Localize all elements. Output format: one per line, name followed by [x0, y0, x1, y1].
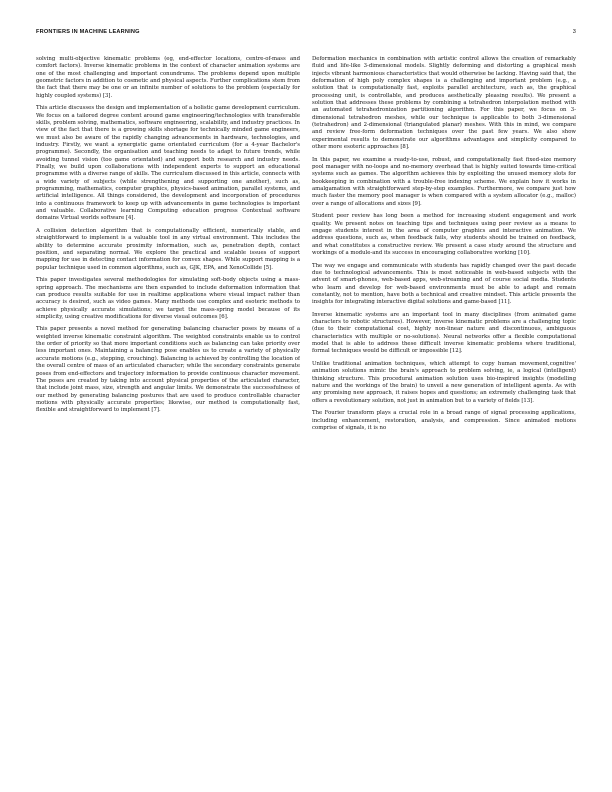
page-number: 3 — [572, 29, 576, 35]
paragraph: Student peer review has long been a method for increasing student engagement and work quality. We present notes on teaching tips and techniques using peer review as a means to engage students interest in the area of computer graphics and interactive animation. We address questions, such as, when feedback fails, why students should be trained on feedback, and what constitutes a constructive review. We present a case study around the structure and workings of a module-and its success in encouraging collaborative working [10]. — [312, 213, 576, 256]
paragraph: Deformation mechanics in combination with artistic control allows the creation of remarkably fluid and life-like 3-dimensional models. Slightly deforming and distorting a graphical mesh injects vibrant harmonious characteristics that would otherwise be lacking. Having said that, the deformation of high poly complex shapes is a challenging and important problem (e.g., a solution that is computationally fast, exploits parallel architecture, such as, the graphical processing unit, is controllable, and produces aesthetically pleasing results). We present a solution that addresses these problems by combining a tetrahedron interpolation method with an automated tetrahedronization partitioning algorithm. For this paper, we focus on 3-dimensional tetrahedron meshes, while our technique is applicable to both 3-dimensional (tetrahedron) and 2-dimensional (triangulated planar) meshes. With this in mind, we compare and review free-form deformation techniques over the past few years. We also show experimental results to demonstrate our algorithms advantages and simplicity compared to other more esoteric approaches [8]. — [312, 56, 576, 151]
paragraph: The Fourier transform plays a crucial role in a broad range of signal processing applications, including enhancement, restoration, analysis, and compression. Since animated motions comprise of signals, it is no — [312, 410, 576, 431]
paragraph: In this paper, we examine a ready-to-use, robust, and computationally fast fixed-size memory pool manager with no-loops and no-memory overhead that is highly suited towards time-critical systems such as games. The algorithm achieves this by exploiting the unused memory slots for bookkeeping in combination with a trouble-free indexing scheme. We explain how it works in amalgamation with straightforward step-by-step examples. Furthermore, we compare just how much faster the memory pool manager is when compared with a system allocator (e.g., malloc) over a range of allocations and sizes [9]. — [312, 156, 576, 207]
paragraph: A collision detection algorithm that is computationally efficient, numerically stable, and straightforward to implement is a valuable tool in any virtual environment. This includes the ability to determine accurate proximity information, such as, penetration depth, contact position, and separating normal. We explore the practical and scalable issues of support mapping for use in detecting contact information for convex shapes. While support mapping is a popular technique used in common algorithms, such as, GJK, EPA, and XenoCollide [5]. — [36, 227, 300, 271]
paragraph: The way we engage and communicate with students has rapidly changed over the past decade due to technological advancements. This is most noticeable in web-based subjects with the advent of smart-phones, web-based apps, web-streaming and of course social media. Students who learn and develop for web-based environments must be able to adapt and remain constantly, not to mention, have both a technical and creative mindset. This article presents the insights for integrating interactive digital solutions and game-based [11]. — [312, 262, 576, 306]
paragraph: Unlike traditional animation techniques, which attempt to copy human movement,cognitive' animation solutions mimic the brain's approach to problem solving, ie, a logical (intelligent) thinking structure. This procedural animation solution uses bio-inspired insights (modelling nature and the workings of the brain) to unveil a new generation of intelligent agents. As with any promising new approach, it raises hopes and questions; an extremely challenging task that offers a revolutionary solution, not just in animation but to a variety of fields [13]. — [312, 361, 576, 404]
paragraph: This article discusses the design and implementation of a holistic game development curriculum. We focus on a tailored degree content around game engineering/technologies with transferable skills, problem solving, mathematics, software engineering, scalability, and industry practices. In view of the fact that there is a growing skills shortage for technically minded game engineers, we must also be aware of the rapidly changing advancements in hardware, technologies, and industry. Firstly, we want a synergistic game orientated curriculum (for a 4-year Bachelor's programme). Secondly, the organisation and teaching needs to adapt to future trends, while avoiding tunnel vision (too game orientated) and support both research and industry needs. Finally, we build upon collaborations with independent experts to support an educational programme with a diverse range of skills. The curriculum discussed in this article, connects with a wide variety of subjects (while strengthening and supporting one another), such as, programming, mathematics, computer graphics, physics-based animation, parallel systems, and artificial intelligence. All things considered, the development and incorporation of procedures into a continuous framework to keep up with advancements in game technologies is important and valuable. Collaborative learning Computing education progress Contextual software domains Virtual worlds software [4]. — [36, 105, 300, 222]
paragraph: This paper investigates several methodologies for simulating soft-body objects using a mass- spring approach. The mechanisms are then expanded to include deformation information that can produce results suitable for use in realtime applications where visual impact rather than accuracy is desired, such as video games. Many methods use complex and esoteric methods to achieve physically accurate simulations; we target the mass-spring model because of its simplicity, using creative modifications for diverse visual outcomes [6]. — [36, 277, 300, 320]
paragraph: Inverse kinematic systems are an important tool in many disciplines (from animated game characters to robotic structures). However, inverse kinematic problems are a challenging topic (due to their computational cost, highly non-linear nature and discontinuous, ambiguous characteristics with multiple or no-solutions). Neural networks offer a flexible computational model that is able to address these difficult inverse kinematic problems where traditional, formal techniques would be difficult or impossible [12]. — [312, 311, 576, 355]
right-column — [312, 56, 576, 781]
left-column — [36, 56, 300, 781]
paragraph: This paper presents a novel method for generating balancing character poses by means of a weighted inverse kinematic constraint algorithm. The weighted constraints enable us to control the order of priority so that more important conditions such as balancing can take priority over less important ones. Maintaining a balancing pose enables us to create a variety of physically accurate motions (e.g., stepping, crouching). Balancing is achieved by controlling the location of the overall centre of mass of an articulated character; while the secondary constraints generate poses from end-effectors and trajectory information to provide continuous character movement. The poses are created by taking into account physical properties of the articulated character, that include joint mass, size, strength and angular limits. We demonstrate the successfulness of our method by generating balancing postures that are used to produce controllable character motions with physically accurate properties; likewise, our method is computationally fast, flexible and straightforward to implement [7]. — [36, 326, 300, 414]
journal-name: FRONTIERS IN MACHINE LEARNING — [36, 29, 140, 35]
running-header — [36, 29, 576, 39]
paragraph: solving multi-objective kinematic problems (eg, end-effector locations, centre-of-mass and comfort factors). Inverse kinematic problems in the context of character animation systems are one of the most challenging and important conundrums. The problems depend upon multiple geometric factors in addition to cosmetic and physical aspects. Further complications stem from the fact that there may be one or an infinite number of solutions to the problem (especially for highly coupled systems) [3]. — [36, 56, 300, 99]
